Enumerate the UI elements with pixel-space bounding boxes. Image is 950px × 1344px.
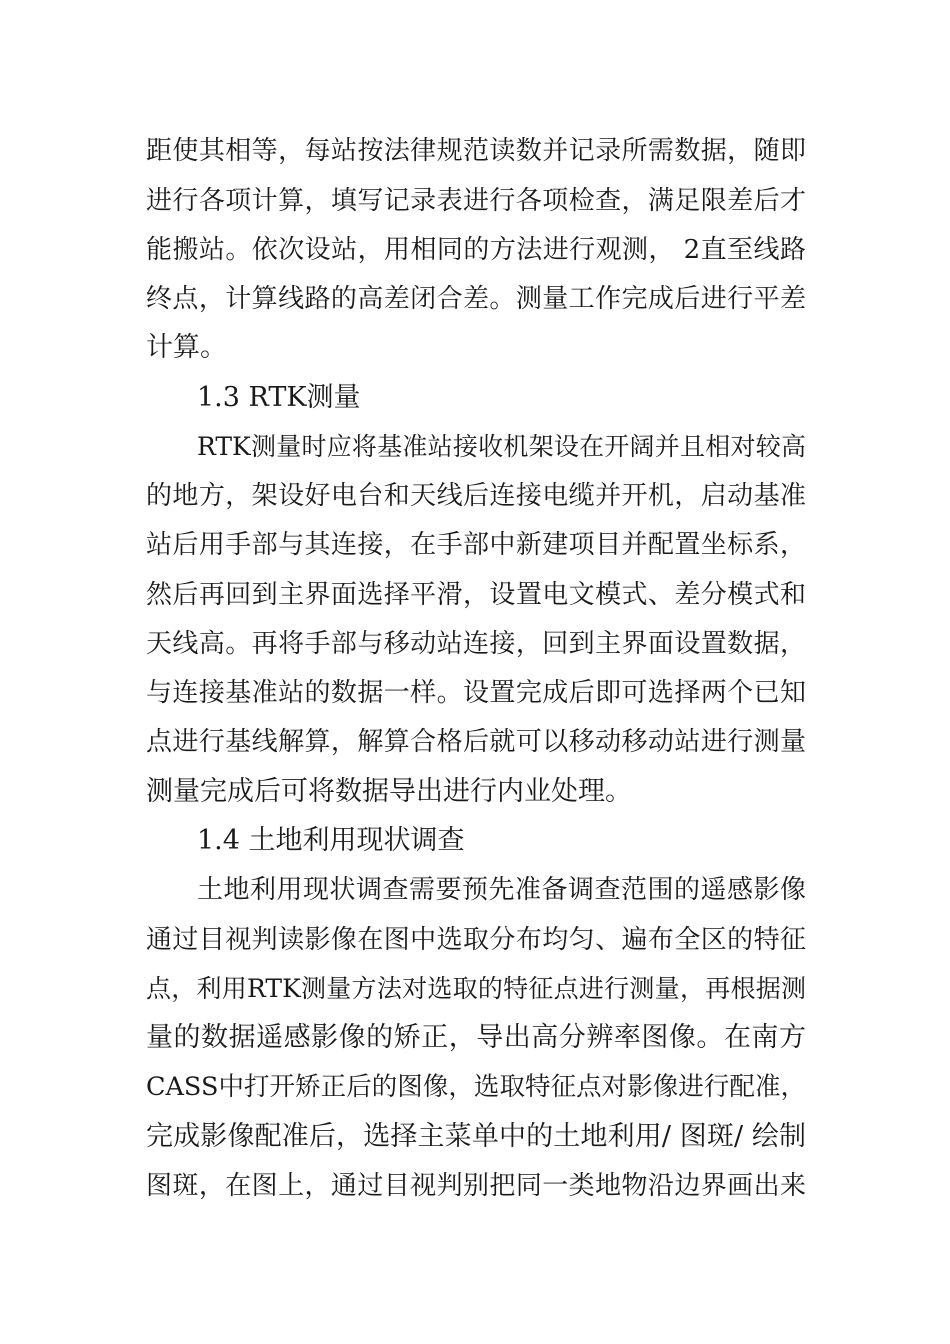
text-line: 站后用手部与其连接，在手部中新建项目并配置坐标系， (146, 530, 806, 560)
text-line: 能搬站。依次设站，用相同的方法进行观测， 2直至线路 (146, 235, 806, 265)
text-line: 测量完成后可将数据导出进行内业处理。 (146, 776, 632, 807)
text-line: 与连接基准站的数据一样。设置完成后即可选择两个已知 (146, 678, 806, 708)
text-line: 图斑，在图上，通过目视判别把同一类地物沿边界画出来 (146, 1171, 806, 1201)
text-line: CASS中打开矫正后的图像，选取特征点对影像进行配准， (146, 1072, 806, 1102)
text-line: 天线高。再将手部与移动站连接，回到主界面设置数据， (146, 629, 806, 659)
text-line: 计算。 (146, 332, 227, 363)
text-line: 终点，计算线路的高差闭合差。测量工作完成后进行平差 (146, 284, 806, 314)
text-line: 土地利用现状调查需要预先准备调查范围的遥感影像 (197, 875, 806, 905)
text-line: 然后再回到主界面选择平滑，设置电文模式、差分模式和 (146, 580, 806, 610)
text-line: 点，利用RTK测量方法对选取的特征点进行测量，再根据测 (146, 974, 806, 1003)
text-line: 量的数据遥感影像的矫正，导出高分辨率图像。在南方 (146, 1022, 806, 1053)
section-heading-1-4: 1.4 土地利用现状调查 (197, 825, 465, 856)
text-line: RTK测量时应将基准站接收机架设在开阔并且相对较高 (197, 432, 806, 461)
text-line: 点进行基线解算，解算合格后就可以移动移动站进行测量 (146, 727, 806, 757)
section-heading-1-3: 1.3 RTK测量 (197, 382, 361, 413)
text-line: 通过目视判读影像在图中选取分布均匀、遍布全区的特征 (146, 925, 806, 955)
text-line: 进行各项计算，填写记录表进行各项检查，满足限差后才 (146, 186, 806, 216)
text-line: 的地方，架设好电台和天线后连接电缆并开机，启动基准 (146, 481, 806, 511)
text-line: 距使其相等，每站按法律规范读数并记录所需数据，随即 (146, 136, 806, 166)
text-line: 完成影像配准后，选择主菜单中的土地利用/ 图斑/ 绘制 (146, 1121, 806, 1152)
